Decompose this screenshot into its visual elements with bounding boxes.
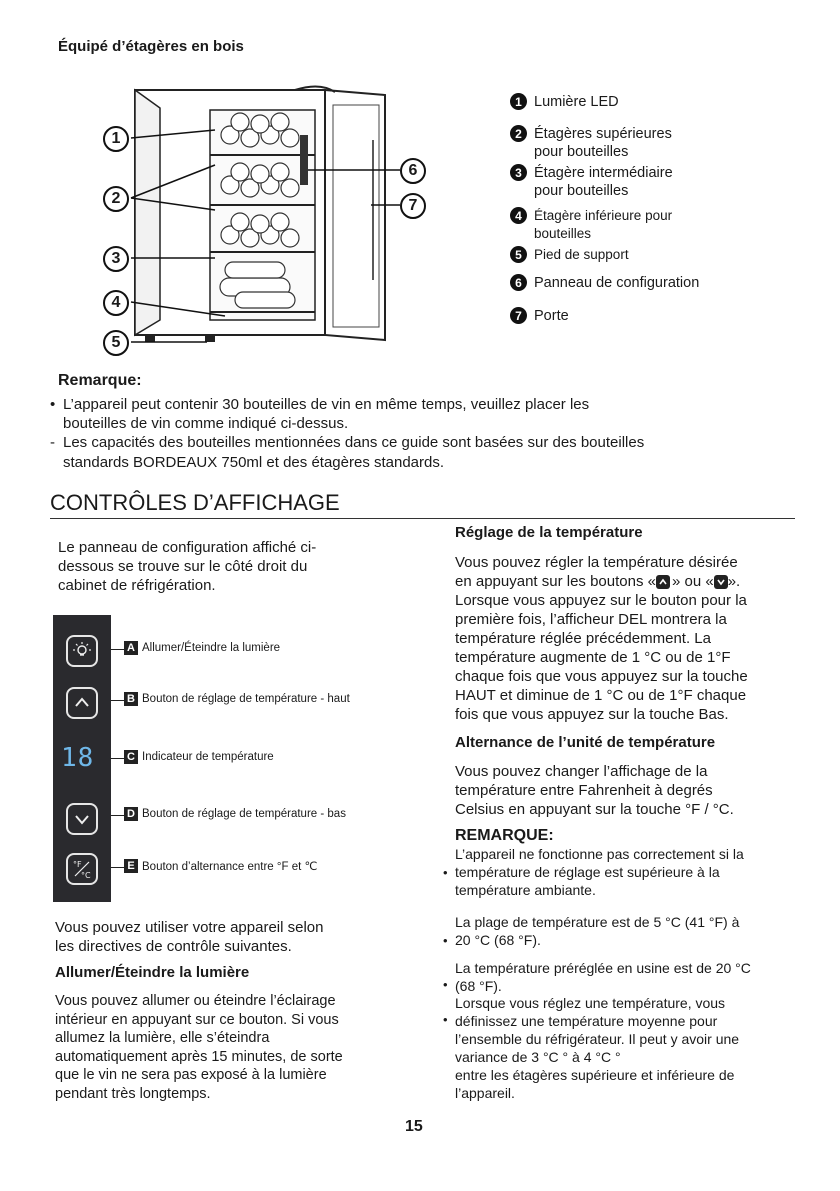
temp-up-button[interactable] (66, 687, 98, 719)
panel-label-b: B Bouton de réglage de température - haut (124, 692, 350, 706)
usage-text: Vous pouvez utiliser votre appareil selon les directives de contrôle suivantes. (55, 919, 324, 955)
chevron-down-icon (73, 810, 91, 828)
panel-label-a: A Allumer/Éteindre la lumière (124, 641, 280, 655)
temperature-display: 18 (61, 743, 95, 773)
light-body: Vous pouvez allumer ou éteindre l’éclairage intérieur en appuyant sur ce bouton. Si vous allumez la lumière, elle s’éteindra automatiquement après 15 minutes, de sorte que le vin ne sera pas exposé à la lumière pendant très longtemps. (55, 993, 343, 1102)
temp-down-button[interactable] (66, 803, 98, 835)
light-button[interactable] (66, 635, 98, 667)
connector-line (111, 700, 124, 701)
note-item: • L’appareil ne fonctionne pas correctement si la température de réglage est supérieure à la température ambiante. (443, 846, 744, 898)
callout-5: 5 (103, 330, 129, 356)
panel-label-e: E Bouton d’alternance entre °F et ℃ (124, 859, 317, 873)
unit-title: Alternance de l’unité de température (455, 734, 716, 751)
legend-item: 4 Étagère inférieure pour bouteilles (510, 207, 672, 243)
fahrenheit-celsius-icon (71, 858, 93, 880)
remarque-line: L’appareil peut contenir 30 bouteilles de vin en même temps, veuillez placer les (63, 396, 590, 413)
page-number: 15 (405, 1118, 423, 1135)
light-title: Allumer/Éteindre la lumière (55, 964, 250, 981)
callout-4: 4 (103, 290, 129, 316)
legend-item: 3 Étagère intermédiaire pour bouteilles (510, 164, 673, 200)
svg-text:°F: °F (73, 860, 82, 869)
connector-line (111, 758, 124, 759)
up-icon (656, 575, 670, 589)
remarque-dash: - (50, 434, 55, 451)
control-panel (53, 615, 111, 902)
connector-line (111, 815, 124, 816)
svg-text:°C: °C (81, 871, 91, 880)
wine-cooler-illustration (95, 80, 440, 355)
page-heading: CONTRÔLES D’AFFICHAGE (50, 490, 340, 515)
callout-1: 1 (103, 126, 129, 152)
temp-body: Lorsque vous appuyez sur le bouton pour la première fois, l’afficheur DEL montrera la température réglée précédemment. La température augmente de 1 °C ou de 1°F chaque fois que vous appuyez sur la touche HAUT et diminue de 1 °C ou de 1°F chaque fois que vous appuyez sur la touche Bas. (455, 592, 748, 723)
temp-title: Réglage de la température (455, 524, 643, 541)
remarque-line: bouteilles de vin comme indiqué ci-dessus. (63, 415, 349, 432)
temp-body-buttons-line: en appuyant sur les boutons « » ou « ». (455, 573, 741, 590)
callout-3: 3 (103, 246, 129, 272)
remarque-bullet: • (50, 396, 56, 413)
chevron-up-icon (73, 694, 91, 712)
temp-body-line: Vous pouvez régler la température désirée (455, 554, 738, 571)
unit-toggle-button[interactable] (66, 853, 98, 885)
remarque-line: Les capacités des bouteilles mentionnées dans ce guide sont basées sur des bouteilles (63, 434, 645, 451)
controls-intro: Le panneau de configuration affiché ci- dessous se trouve sur le côté droit du cabinet de réfrigération. (58, 539, 317, 594)
connector-line (111, 649, 124, 650)
section-title: Équipé d’étagères en bois (58, 38, 244, 55)
note-item: • La plage de température est de 5 °C (41 °F) à 20 °C (68 °F). (443, 914, 740, 948)
legend-item: 2 Étagères supérieures pour bouteilles (510, 125, 672, 161)
unit-body: Vous pouvez changer l’affichage de la température entre Fahrenheit à degrés Celsius en appuyant sur la touche °F / °C. (455, 763, 734, 818)
legend-item: 5 Pied de support (510, 246, 629, 264)
note-item: • Lorsque vous réglez une température, vous définissez une température moyenne pour l’ensemble du réfrigérateur. Il peut y avoir une variance de 3 °C ° à 4 °C ° entre les étagères supérieure et inférieure de l’appareil. (443, 995, 740, 1101)
bulb-icon (72, 641, 92, 661)
connector-line (111, 867, 124, 868)
callout-6: 6 (400, 158, 426, 184)
legend-item: 6 Panneau de configuration (510, 274, 699, 292)
down-icon (714, 575, 728, 589)
callout-2: 2 (103, 186, 129, 212)
legend-item: 7 Porte (510, 307, 569, 325)
panel-label-d: D Bouton de réglage de température - bas (124, 807, 346, 821)
legend-item: 1 Lumière LED (510, 93, 619, 111)
remarque-line: standards BORDEAUX 750ml et des étagères standards. (63, 454, 445, 471)
panel-label-c: C Indicateur de température (124, 750, 274, 764)
note-title: REMARQUE: (455, 827, 554, 844)
heading-rule (50, 518, 795, 519)
callout-7: 7 (400, 193, 426, 219)
note-item: • La température préréglée en usine est de 20 °C (68 °F). (443, 960, 751, 994)
remarque-title: Remarque: (58, 372, 142, 389)
